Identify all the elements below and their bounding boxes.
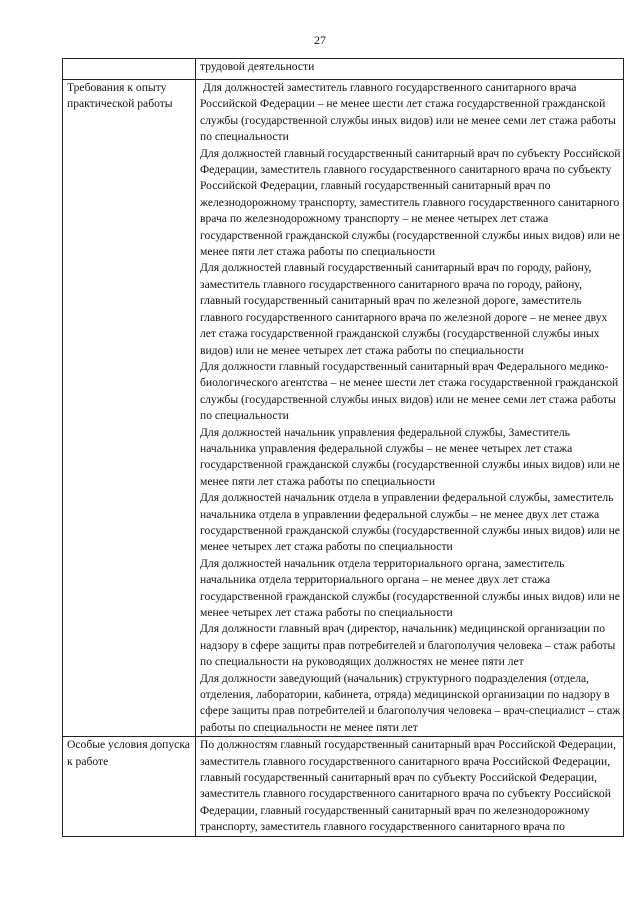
paragraph: По должностям главный государственный санитарный врач Российской Федерации, заместитель главного государственного санитарного врача Российской Федерации, главный государственный санитарный врач по субъекту Российской Федерации, заместитель главного государственного санитарного врача по субъекту Российской Федерации, главный государственный санитарный врач по железнодорожному транспорту, заместитель главного государственного санитарного врача по	[200, 738, 616, 834]
paragraph: Для должности главный врач (директор, начальник) медицинской организации по надзору в сфере защиты прав потребителей и благополучия человека – стаж работы по специальности на руководящих должностях не менее пяти лет	[200, 622, 616, 669]
table-cell-label-empty	[63, 59, 196, 80]
row-label: Требования к опыту практической работы	[67, 81, 173, 111]
table-cell-label	[63, 737, 196, 836]
requirements-table	[62, 58, 624, 837]
row-label: Особые условия допуска к работе	[67, 738, 190, 768]
table-cell-text	[196, 737, 624, 836]
paragraph: Для должностей начальник управления федеральной службы, Заместитель начальника управления федеральной службы – не менее четырех лет стажа государственной гражданской службы (государственной службы иных видов) или не менее пяти лет стажа работы по специальности	[200, 425, 620, 488]
paragraph: Для должности главный государственный санитарный врач Федерального медико-биологического агентства – не менее шести лет стажа государственной гражданской службы (государственной службы иных видов) или не менее семи лет стажа работы по специальности	[200, 359, 619, 423]
table-row	[63, 80, 624, 737]
paragraph: Для должности заведующий (начальник) структурного подразделения (отдела, отделения, лаборатории, кабинета, отряда) медицинской организации по надзору в сфере защиты прав потребителей и благополучия человека – врач-специалист – стаж работы по специальности не менее пяти лет	[200, 671, 621, 734]
paragraph: Для должностей начальник отдела в управлении федеральной службы, заместитель начальника отдела в управлении федеральной службы – не менее двух лет стажа государственной гражданской службы (государственной службы иных видов) или не менее четырех лет стажа работы по специальности	[200, 491, 620, 554]
paragraph: Для должностей главный государственный санитарный врач по субъекту Российской Федерации, заместитель главного государственного санитарного врача по субъекту Российской Федерации, главный государственный санитарный врач по железнодорожному транспорту, заместитель главного государственного санитарного врача по железнодорожному транспорту – не менее четырех лет стажа государственной гражданской службы (государственной службы иных видов) или не менее пяти лет стажа работы по специальности	[200, 146, 621, 259]
paragraph: трудовой деятельности	[200, 60, 315, 73]
paragraph: Для должностей начальник отдела территориального органа, заместитель начальника отдела территориального органа – не менее двух лет стажа государственной гражданской службы (государственной службы иных видов) или не менее четырех лет стажа работы по специальности	[200, 556, 620, 619]
table-cell-text	[196, 59, 624, 80]
table-cell-label	[63, 80, 196, 737]
paragraph: Для должностей главный государственный санитарный врач по городу, району, заместитель главного государственного санитарного врача по городу, району, главный государственный санитарный врач по железной дороге, заместитель главного государственного санитарного врача по железной дороге – не менее двух лет стажа государственной гражданской службы (государственной службы иных видов) или не менее четырех лет стажа работы по специальности	[200, 261, 608, 357]
paragraph: Для должностей заместитель главного государственного санитарного врача Российской Федерации – не менее шести лет стажа государственной гражданской службы (государственной службы иных видов) или не менее семи лет стажа работы по специальности	[200, 81, 619, 144]
page-number: 27	[314, 33, 326, 47]
table-row	[63, 737, 624, 836]
table-row	[63, 59, 624, 80]
table-cell-text	[196, 80, 624, 737]
